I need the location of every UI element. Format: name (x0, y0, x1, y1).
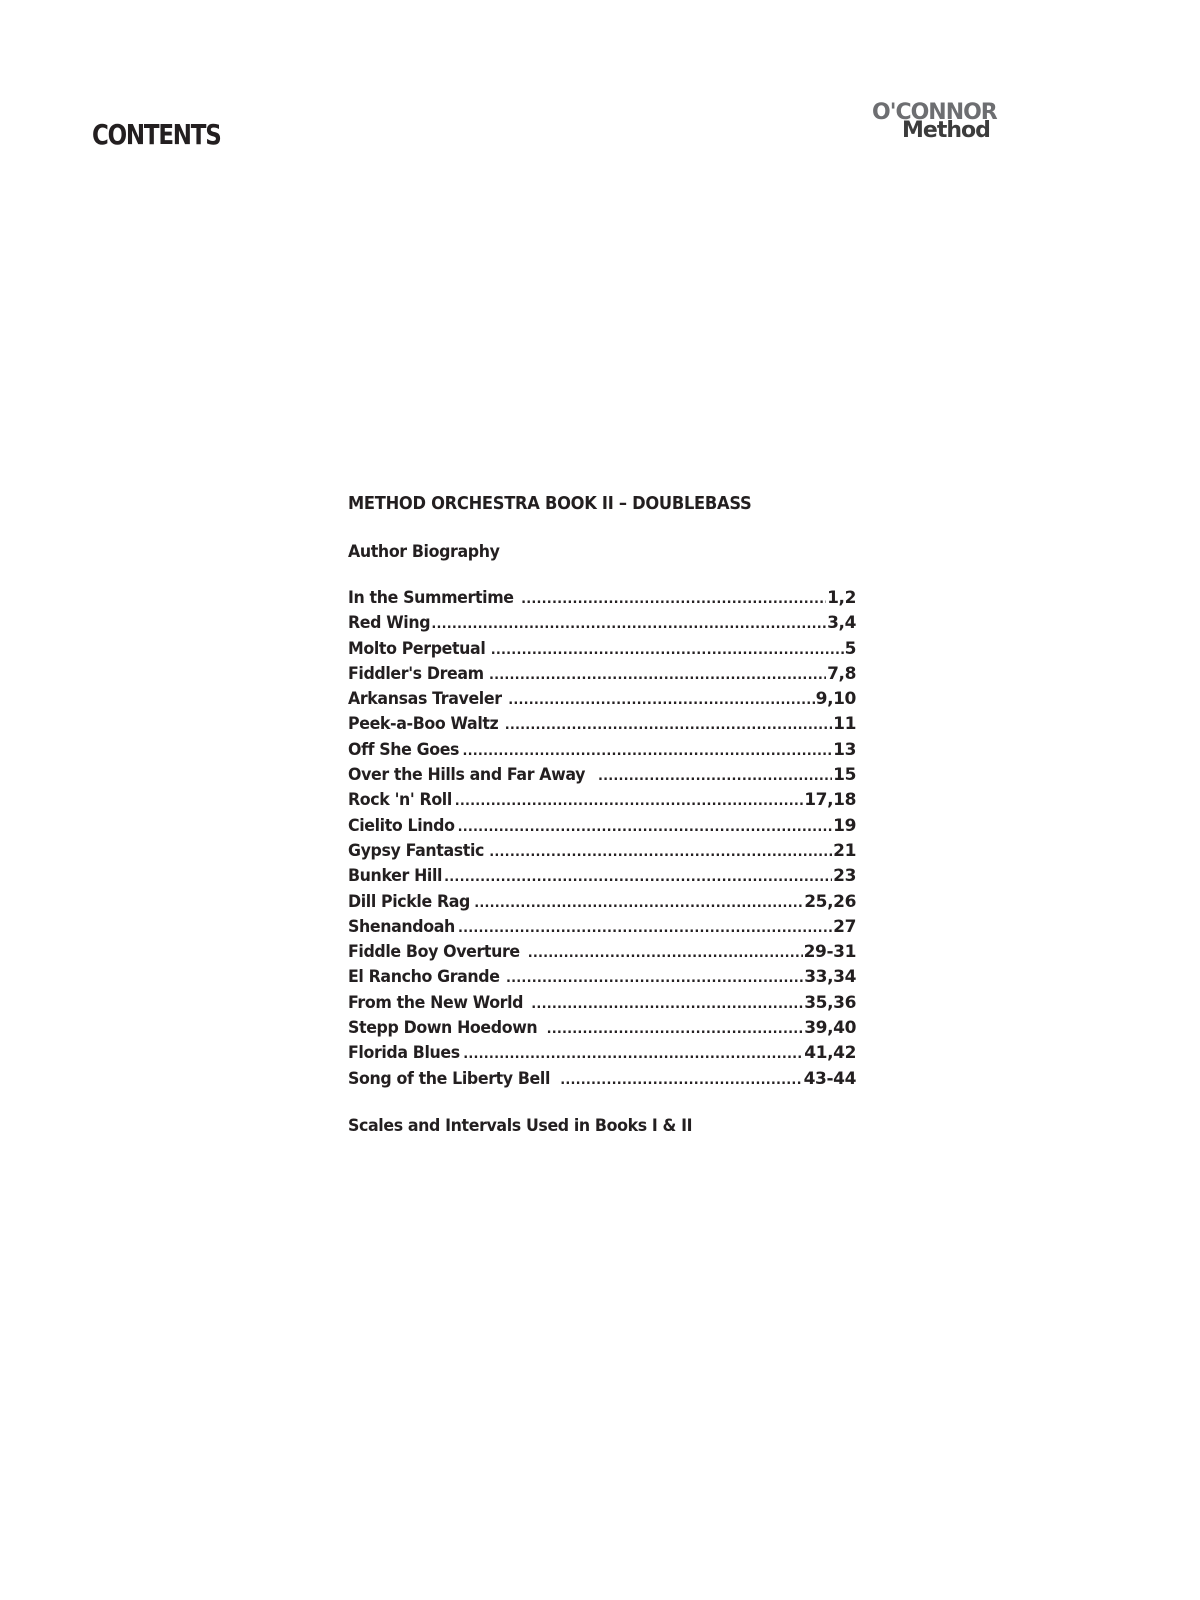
toc-entry-title: From the New World (348, 992, 524, 1013)
toc-entry-pages: 5 (844, 638, 856, 659)
toc-entry-title: Bunker Hill (348, 866, 443, 887)
toc-entry (348, 1043, 856, 1068)
toc-entry-title: Song of the Liberty Bell (348, 1068, 550, 1089)
toc-entry (348, 841, 856, 866)
toc-entry-title: Dill Pickle Rag (348, 891, 471, 912)
toc-entry-pages: 35,36 (804, 992, 856, 1013)
toc-entry (348, 740, 856, 765)
dot-leader (547, 1022, 804, 1037)
dot-leader (531, 997, 803, 1012)
dot-leader (489, 668, 826, 683)
logo-text-method: Method (902, 118, 990, 143)
toc-entry-pages: 43-44 (803, 1068, 856, 1089)
toc-entry (348, 866, 856, 891)
toc-entry (348, 816, 856, 841)
page-title: CONTENTS (92, 118, 221, 151)
toc-entry-title: Stepp Down Hoedown (348, 1018, 538, 1039)
logo-text-oconnor: O'CONNOR (872, 100, 997, 125)
toc-entry-title: Fiddler's Dream (348, 663, 484, 684)
toc-entry (348, 1018, 856, 1043)
dot-leader (431, 617, 826, 632)
toc-entry (348, 588, 856, 613)
dot-leader (491, 643, 844, 658)
toc-entry-title: Rock 'n' Roll (348, 790, 452, 811)
toc-entry-pages: 11 (833, 714, 856, 735)
dot-leader (455, 794, 803, 809)
toc-entry-list (348, 588, 856, 1094)
toc-entry-pages: 13 (833, 739, 856, 760)
toc-entry-title: Molto Perpetual (348, 638, 486, 659)
dot-leader (598, 769, 832, 784)
toc-entry (348, 917, 856, 942)
toc-entry (348, 765, 856, 790)
dot-leader (508, 693, 814, 708)
table-of-contents (348, 494, 856, 1136)
toc-entry-title: El Rancho Grande (348, 967, 500, 988)
toc-entry-pages: 17,18 (804, 790, 856, 811)
toc-entry-title: Peek-a-Boo Waltz (348, 714, 499, 735)
toc-entry-title: Over the Hills and Far Away (348, 765, 586, 786)
toc-entry-pages: 27 (833, 916, 856, 937)
toc-entry-pages: 19 (833, 815, 856, 836)
toc-entry-title: Arkansas Traveler (348, 689, 502, 710)
dot-leader (489, 845, 832, 860)
toc-entry-pages: 21 (833, 840, 856, 861)
toc-entry-pages: 25,26 (804, 891, 856, 912)
dot-leader (474, 896, 803, 911)
toc-entry-title: In the Summertime (348, 588, 514, 608)
toc-entry-pages: 39,40 (804, 1018, 856, 1039)
toc-entry (348, 1069, 856, 1094)
toc-entry (348, 639, 856, 664)
toc-entry (348, 664, 856, 689)
dot-leader (462, 744, 832, 759)
toc-entry-pages: 3,4 (827, 613, 856, 634)
toc-entry (348, 689, 856, 714)
toc-entry-pages: 33,34 (804, 967, 856, 988)
toc-entry-pages: 9,10 (815, 689, 856, 710)
toc-entry (348, 790, 856, 815)
dot-leader (458, 820, 833, 835)
dot-leader (560, 1073, 802, 1088)
toc-entry (348, 993, 856, 1018)
toc-entry-pages: 29-31 (803, 942, 856, 963)
dot-leader (521, 592, 826, 607)
dot-leader (444, 870, 832, 885)
toc-entry-title: Cielito Lindo (348, 815, 455, 836)
toc-entry-title: Red Wing (348, 613, 431, 634)
toc-entry-title: Shenandoah (348, 916, 455, 937)
toc-entry-pages: 7,8 (827, 663, 856, 684)
toc-entry-pages: 15 (833, 765, 856, 786)
dot-leader (506, 971, 803, 986)
toc-entry-title: Fiddle Boy Overture (348, 942, 520, 963)
toc-entry (348, 613, 856, 638)
dot-leader (463, 1047, 803, 1062)
toc-book-title: METHOD ORCHESTRA BOOK II – DOUBLEBASS (348, 494, 752, 514)
toc-scales-and-intervals: Scales and Intervals Used in Books I & II (348, 1115, 693, 1136)
dot-leader (505, 718, 832, 733)
toc-entry-pages: 23 (833, 866, 856, 887)
oconnor-method-logo (872, 100, 1042, 143)
toc-entry-title: Florida Blues (348, 1043, 460, 1064)
toc-entry-title: Off She Goes (348, 739, 460, 760)
toc-entry (348, 892, 856, 917)
dot-leader (458, 921, 832, 936)
toc-author-biography: Author Biography (348, 542, 500, 562)
toc-entry-pages: 41,42 (804, 1043, 856, 1064)
toc-entry-title: Gypsy Fantastic (348, 840, 485, 861)
toc-entry (348, 967, 856, 992)
toc-entry-pages: 1,2 (827, 588, 856, 608)
toc-entry (348, 714, 856, 739)
dot-leader (528, 946, 803, 961)
toc-entry (348, 942, 856, 967)
